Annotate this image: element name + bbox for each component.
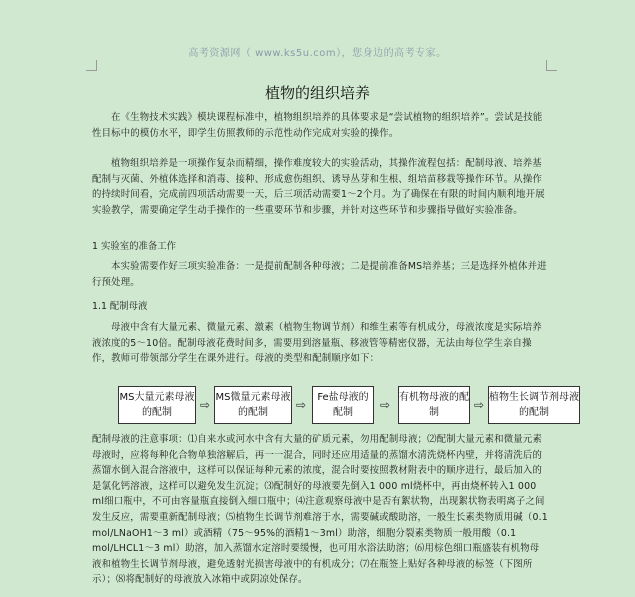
flow-arrow-icon: ⇨ (295, 398, 307, 412)
section-heading-1: 1 实验室的准备工作 (92, 241, 176, 252)
margin-corner-left (86, 60, 97, 71)
flow-step-ms-micro: MS微量元素母液的配制 (214, 386, 292, 424)
section-heading-1-1: 1.1 配制母液 (92, 301, 148, 312)
document-title: 植物的组织培养 (264, 84, 370, 102)
paragraph-intro: 在《生物技术实践》模块课程标准中，植物组织培养的具体要求是“尝试植物的组织培养”。尝试是技能性目标中的模仿水平，即学生仿照教师的示范性动作完成对实验的操作。 (92, 112, 543, 139)
flowchart (110, 386, 580, 426)
flow-step-organic: 有机物母液的配制 (398, 386, 470, 424)
paragraph-section1: 本实验需要作好三项实验准备：一是提前配制各种母液；二是提前准备MS培养基；三是选择外植体并进行预处理。 (92, 261, 547, 288)
flow-arrow-icon: ⇨ (379, 398, 391, 412)
paragraph-overview: 植物组织培养是一项操作复杂而精细，操作难度较大的实验活动，其操作流程包括：配制母液、培养基配制与灭菌、外植体选择和消毒、接种、形成愈伤组织、诱导丛芽和生根、组培苗移栽等操作环节。从操作的持续时间看，完成前四项活动需要一天，后三项活动需要1～2个月。为了确保在有限的时间内顺利地开展实验教学，需要确定学生动手操作的一些重要环节和步骤，并针对这些环节和步骤指导做好实验准备。 (92, 158, 545, 216)
header-watermark: 高考资源网（ www.ks5u.com），您身边的高考专家。 (188, 48, 447, 59)
flow-step-growth-regulator: 植物生长调节剂母液的配制 (488, 386, 580, 424)
flow-step-fe-salt: Fe盐母液的配制 (312, 386, 374, 424)
flow-step-ms-macro: MS大量元素母液的配制 (118, 386, 196, 424)
flow-arrow-icon: ⇨ (199, 398, 211, 412)
margin-corner-right (546, 60, 557, 71)
paragraph-section1-1: 母液中含有大量元素、微量元素、激素（植物生物调节剂）和维生素等有机成分，母液浓度是实际培养液浓度的5～10倍。配制母液花费时间多，需要用到溶量瓶、移液管等精密仪器，无法由每位学生亲自操作，教师可带领部分学生在课外进行。母液的类型和配制顺序如下： (92, 322, 542, 365)
flow-arrow-icon: ⇨ (473, 398, 485, 412)
paragraph-notes: 配制母液的注意事项：⑴自来水或河水中含有大量的矿质元素，勿用配制母液；⑵配制大量元素和微量元素母液时，应将每种化合物单独溶解后，再一一混合，同时还应用适量的蒸馏水清洗烧杯内壁，并将清洗后的蒸馏水倒入混合溶液中，这样可以保证每种元素的浓度，混合时要按照教材附表中的顺序进行，最后加入的是氯化钙溶液，这样可以避免发生沉淀；⑶配制好的母液要先倒入1 000 ml烧杯中，再由烧杯转入1 000 ml细口瓶中，不可由容量瓶直接倒入细口瓶中；⑷注意观察母液中是否有絮状物，出现絮状物表明离子之间发生反应，需要重新配制母液；⑸植物生长调节剂难溶于水，需要碱或酸助溶，一般生长素类物质用碱（0.1 mol/LNaOH1～3 ml）或酒精（75～95%的酒精1～3ml）助溶，细胞分裂素类物质一般用酸（0.1 mol/LHCL1～3 ml）助溶，加入蒸馏水定溶时要缓慢，也可用水浴法助溶；⑹用棕色细口瓶盛装有机物母液和植物生长调节剂母液，避免透射光损害母液中的有机成分；⑺在瓶签上贴好各种母液的标签（下图所示）；⑻将配制好的母液放入冰箱中或阴凉处保存。 (92, 434, 548, 586)
